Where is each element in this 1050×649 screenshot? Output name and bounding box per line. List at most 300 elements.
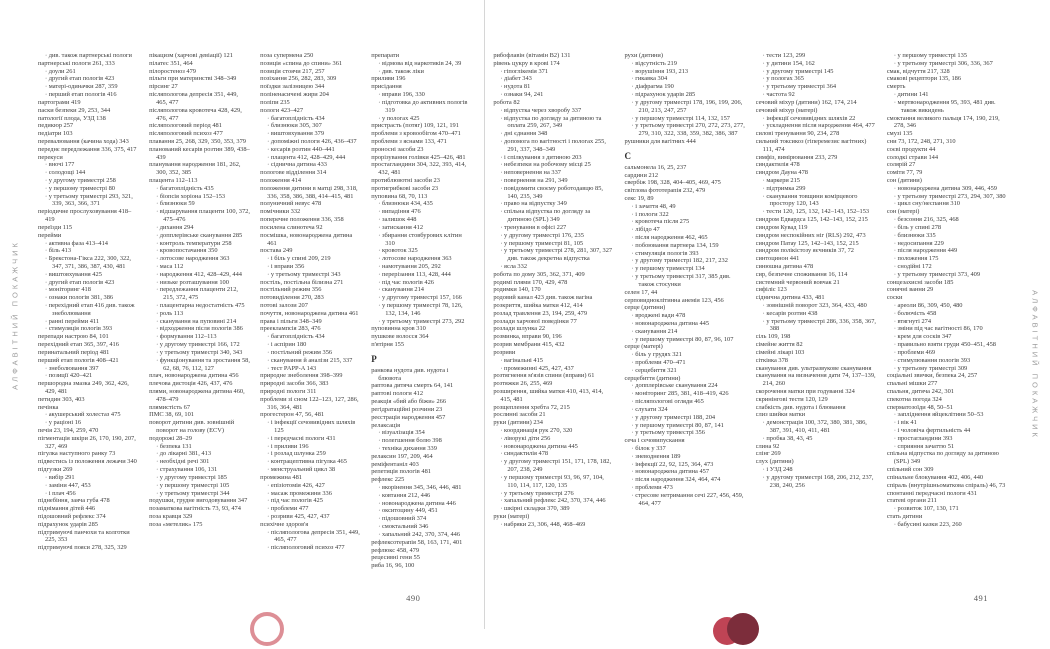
- index-subentry: · простагландини 393: [893, 434, 953, 442]
- index-subentry: · у третьому триместрі 373, 409: [893, 270, 981, 278]
- index-subentry: · недосипання 229: [893, 239, 944, 247]
- index-subentry: · під час пологів 425: [267, 497, 323, 505]
- index-entry: плач, новонароджена дитина 456: [149, 372, 239, 380]
- index-subentry: · сканування на пуповині 214: [156, 317, 237, 325]
- index-subentry: · сіднична дитина 433: [267, 161, 327, 169]
- index-subentry: · шкірні складки 370, 389: [500, 505, 570, 513]
- index-entry: рослинні засоби 21: [493, 411, 546, 419]
- index-subentry: · у дитини 154, 162: [762, 59, 815, 67]
- index-entry: стать дитини: [886, 512, 923, 520]
- index-subentry: · у третьому триместрі 344: [156, 489, 230, 497]
- index-entry: перейми: [38, 231, 62, 239]
- index-entry: розлад травлення 23, 194, 259, 479: [493, 309, 588, 317]
- index-entry: ПМС 38, 69, 101: [149, 411, 194, 419]
- index-entry: сильний токсикоз (гіперемезис вагітних) 111, 474: [755, 137, 867, 153]
- index-entry: серце (дитини): [624, 304, 666, 312]
- index-entry: сімейні лікарі 103: [755, 348, 805, 356]
- index-entry: симфіз, вимірювання 233, 279: [755, 153, 838, 161]
- index-subentry: · інфекції 22, 92, 125, 364, 473: [631, 460, 714, 468]
- index-subentry: · ліворукі діти 256: [500, 434, 551, 442]
- index-subentry: · у третьому триместрі 317, 385 див. також стосунки: [631, 273, 731, 288]
- index-subentry: · проблеми 473: [631, 484, 673, 492]
- index-entry: постава 249: [260, 247, 293, 255]
- index-subentry: · і вік 41: [893, 419, 917, 427]
- index-subentry: · і вправи 356: [267, 262, 305, 270]
- index-entry: соціальні звички, безпека 24, 257: [886, 372, 978, 380]
- index-subentry: · у третьому триместрі 343: [267, 270, 341, 278]
- index-entry: присідання: [371, 83, 402, 91]
- index-entry: пуповинна кров 310: [371, 325, 426, 333]
- index-subentry: · тести 120, 125, 132, 142–143, 152–153: [762, 208, 870, 216]
- index-entry: сон (дитини): [886, 177, 922, 184]
- index-subentry: · другий етап пологів 423: [45, 278, 115, 286]
- index-entry: сечовий міхур (матері): [755, 106, 818, 114]
- index-entry: регідратаційні розчини 23: [371, 405, 443, 413]
- index-subentry: · намотування 205, 292: [378, 262, 441, 270]
- index-subentry: · багатоплідність 434: [267, 114, 325, 122]
- index-subentry: · близнюки 59: [156, 200, 195, 208]
- index-entry: сни 73, 172, 248, 271, 310: [886, 137, 956, 145]
- index-subentry: · акушерський холестаз 475: [45, 411, 121, 419]
- index-entry: поворот дитини див. зовнішній поворот на голову (ECV): [149, 419, 235, 434]
- index-subentry: · дні єднання 348: [500, 130, 548, 138]
- index-entry: солярій 27: [886, 161, 916, 169]
- index-subentry: · небезпеки на робочому місці 25: [500, 161, 591, 169]
- index-subentry: · у другому триместрі 185: [156, 473, 227, 481]
- index-entry: перинатальний період 481: [38, 348, 110, 356]
- index-entry: почуття, новонароджена дитина 461: [260, 309, 359, 317]
- index-entry: секс 19, 89: [624, 194, 654, 202]
- index-entry: сканування на визначення дати 74, 137–139, 214, 260: [755, 372, 876, 388]
- index-subentry: · спільна відпустка по догляду за дитиною (SPL) 349: [500, 208, 591, 224]
- index-entry: плацента 112–113: [149, 177, 198, 184]
- index-entry: руки (дитини) 234: [493, 419, 543, 427]
- index-subentry: · у третьому триместрі 356: [631, 429, 705, 437]
- index-entry: перекуси: [38, 153, 63, 161]
- index-subentry: · солодощі 144: [45, 169, 86, 177]
- index-entry: сімейне життя 82: [755, 341, 803, 349]
- index-subentry: · у пологах 365: [762, 75, 804, 83]
- index-subentry: · сприяння зачаттю 51: [893, 442, 955, 450]
- index-entry: реєстрація народження 457: [371, 413, 446, 421]
- index-entry: сон (матері): [886, 208, 920, 216]
- index-entry: спекотна погода 324: [886, 395, 942, 403]
- index-subentry: · перехідний етап 416 див. також знеболювання: [45, 302, 135, 317]
- index-subentry: · кесарів розтин 438: [762, 309, 818, 317]
- index-subentry: · відпустка через хворобу 337: [500, 106, 582, 114]
- right-edge-tab-label: АЛФАВІТНИЙ ПОКАЖЧИК: [1030, 289, 1040, 440]
- index-entry: першородна змазка 249, 362, 426, 429, 481: [38, 380, 129, 395]
- index-entry: поза кравця 329: [149, 512, 193, 520]
- index-entry: плечова дистоція 426, 437, 476: [149, 380, 233, 388]
- index-subentry: · у третьому триместрі 286, 336, 358, 367, 388: [762, 317, 877, 333]
- index-subentry: · безсоння 216, 325, 468: [893, 216, 959, 224]
- index-subentry: · низьке розташування 100: [156, 278, 229, 286]
- index-entry: розминка, вправи 90, 196: [493, 333, 562, 341]
- index-entry: природні засоби 366, 383: [260, 380, 329, 388]
- index-entry: педикюр 257: [38, 122, 74, 130]
- index-entry: розщеплення хребта 72, 215: [493, 403, 570, 411]
- index-entry: спінальне блокування 402, 406, 440: [886, 473, 984, 481]
- index-subentry: · виштовхування 425: [45, 270, 102, 278]
- index-subentry: · див. також ліки: [378, 67, 424, 75]
- index-subentry: · проблеми 469: [893, 348, 936, 356]
- index-subentry: · позиції 420–421: [45, 372, 93, 380]
- index-entry: скорочення матки при годуванні 324: [755, 387, 855, 395]
- index-subentry: · тренування в офісі 227: [500, 223, 567, 231]
- index-subentry: · у третьому триместрі 293, 321, 339, 363, 366, 371: [45, 192, 133, 208]
- index-subentry: · матері-одиначки 287, 359: [45, 83, 118, 91]
- index-subentry: · у першому триместрі 81, 105: [500, 239, 584, 247]
- index-subentry: · страхування 106, 131: [156, 466, 218, 474]
- index-entry: сечовий міхур (дитини) 162, 174, 214: [755, 98, 857, 106]
- index-entry: підвестись із положення лежачи 340: [38, 458, 137, 466]
- index-subentry: · гіпоглікемія 371: [500, 67, 549, 75]
- index-subentry: · у третьому триместрі 306, 336, 367: [893, 59, 993, 67]
- index-subentry: · збирання стовбурових клітин 310: [378, 231, 462, 247]
- index-subentry: · знеболювання 397: [45, 364, 99, 372]
- index-subentry: · білок у 337: [631, 444, 666, 452]
- index-entry: пушкове волосся 364: [371, 333, 429, 341]
- index-entry: позиція «спина до спини» 361: [260, 59, 343, 67]
- index-entry: проблеми з кровообігом 470–471: [371, 130, 461, 138]
- index-subentry: · див. також партнерські пологи: [45, 52, 132, 59]
- index-subentry: · доули 261: [45, 67, 76, 75]
- index-entry: перехідний етап 365, 397, 416: [38, 341, 119, 349]
- index-subentry: · випадіння 476: [378, 208, 421, 216]
- index-entry: розтяжки 26, 255, 469: [493, 380, 553, 388]
- index-subentry: · новонароджена дитина 446: [378, 499, 456, 507]
- index-subentry: · у першому триместрі 80, 87, 96, 107: [631, 335, 734, 343]
- index-subentry: · у першому триместрі 93, 96, 97, 104, 110, 114, 117, 120, 135: [500, 473, 604, 489]
- index-subentry: · біль 413: [45, 247, 72, 255]
- index-subentry: · допоміжні пологи 426, 436–437: [267, 137, 357, 145]
- index-subentry: · інфекції сечовивідних шляхів 22: [762, 114, 856, 122]
- index-subentry: · безпека 131: [156, 442, 192, 450]
- index-entry: подушки, грудне вигодовування 347: [149, 497, 248, 505]
- index-entry: плямистість 67: [149, 403, 191, 411]
- index-entry: поліненасичені жири 204: [260, 91, 329, 99]
- index-subentry: · біопсія хоріона 152–153: [156, 192, 226, 200]
- index-subentry: · розриви 425, 427, 437: [267, 512, 330, 520]
- index-entry: поліпи 235: [260, 98, 290, 106]
- index-subentry: · повернення на 291, 349: [500, 177, 568, 184]
- index-entry: післяпологовий період 481: [149, 122, 222, 130]
- index-subentry: · після народження 462, 465: [631, 234, 708, 242]
- index-entry: патології плода, УЗД 138: [38, 114, 106, 122]
- index-entry: рефлексотерапія 58, 163, 171, 401: [371, 538, 463, 546]
- index-entry: перепади настрою 84, 101: [38, 333, 109, 341]
- index-entry: реміфентаніл 403: [371, 460, 419, 468]
- index-subentry: · проблеми 477: [267, 505, 309, 513]
- index-entry: слина 92: [755, 442, 780, 450]
- index-subentry: · роль 113: [156, 309, 184, 317]
- index-entry: плавання 25, 268, 329, 350, 353, 379: [149, 137, 246, 145]
- index-subentry: · під час пологів 426: [378, 278, 435, 286]
- index-subentry: · запліднення яйцеклітини 50–53: [893, 411, 984, 419]
- index-subentry: · і біль у спині 209, 219: [267, 255, 331, 263]
- index-subentry: · передлежання плаценти 212, 215, 372, 475: [156, 286, 239, 302]
- index-subentry: · повідомити своєму роботодавцю 85, 140, 235, 349: [500, 184, 603, 200]
- index-subentry: · і інфекції сечовивідних шляхів 125: [267, 419, 356, 434]
- index-entry: слиз шийки матки: [755, 411, 806, 419]
- index-subentry: · у другому триместрі 166, 172: [156, 341, 240, 349]
- index-entry: ранкова нудота див. нудота і блювота: [371, 366, 449, 382]
- index-entry: п'ятірня 155: [371, 341, 405, 349]
- index-entry: посмішка, новонароджена дитина 461: [260, 231, 353, 247]
- index-entry: подорожі 28–29: [149, 434, 192, 442]
- index-subentry: · тести 123, 299: [762, 52, 806, 59]
- index-entry: солодкі страви 144: [886, 153, 939, 161]
- index-entry: позаматкова вагітність 73, 93, 474: [149, 505, 241, 513]
- index-subentry: · промежинні 425, 427, 437: [500, 364, 574, 372]
- index-subentry: · підготовка до активних пологів 319: [378, 98, 468, 114]
- index-subentry: · крем для сосків 347: [893, 333, 952, 341]
- index-entry: планований кесарів розтин 389, 438–439: [149, 145, 250, 161]
- index-subentry: · допомога по вагітності і пологах 255, 291, 337, 348–349: [500, 137, 606, 153]
- index-subentry: · постільний режим 356: [267, 348, 333, 356]
- index-entry: сканування див. ультразвукове сканування: [755, 364, 872, 372]
- index-subentry: · ареоли 86, 309, 450, 480: [893, 302, 963, 309]
- index-entry: синюшна дитина 478: [755, 262, 814, 270]
- index-subentry: · новонароджена дитина 445: [631, 319, 710, 327]
- index-subentry: · зневоднення 189: [631, 452, 681, 460]
- index-column: [260, 52, 361, 580]
- index-entry: пігментація шкіри 26, 170, 190, 207, 327, 469: [38, 434, 136, 450]
- index-subentry: · хапальний рефлекс 242, 370, 374, 446: [500, 497, 606, 505]
- index-entry: синтоцинон 441: [755, 255, 800, 263]
- index-entry: реакція «бий або біжи» 266: [371, 398, 447, 406]
- index-entry: природне знеболення 398–399: [260, 372, 343, 380]
- index-entry: позіхання 256, 282, 283, 309: [260, 75, 337, 83]
- index-entry: серце (матері): [624, 343, 663, 351]
- index-subentry: · мертвонародження 95, 393, 481 див. також викидень: [893, 98, 996, 114]
- index-entry: полуничний невус 478: [260, 200, 322, 208]
- index-subentry: · кесарів розтин 440–441: [267, 145, 335, 153]
- index-entry: системний червоний вовчак 21: [755, 278, 840, 286]
- index-entry: скринінгові тести 120, 129: [755, 395, 828, 403]
- index-subentry: · ознаки 94, 241: [500, 91, 544, 99]
- index-entry: поїздки залізницею 344: [260, 83, 325, 91]
- index-subentry: · сканування 214: [631, 327, 678, 335]
- index-column: [149, 52, 250, 580]
- index-subentry: · підрахунок ударів 285: [631, 91, 696, 99]
- index-subentry: · відходження після пологів 386: [156, 325, 243, 333]
- index-subentry: · стимуляція пологів 393: [631, 249, 699, 257]
- index-entry: синдром полікістозу яєчників 37, 72: [755, 247, 855, 255]
- index-entry: підтримуючі панчохи та колготки 225, 353: [38, 528, 130, 544]
- index-entry: синдактилія 478: [755, 161, 800, 169]
- index-entry: положення 414: [260, 177, 302, 184]
- index-subentry: · маркери 215: [762, 177, 800, 184]
- index-subentry: · у третьому триместрі 364: [762, 83, 837, 91]
- index-subentry: · хапальний 242, 370, 374, 446: [378, 530, 461, 538]
- index-entry: післяпологова кровотеча 428, 429, 476, 477: [149, 106, 242, 122]
- index-entry: післяпологовий психоз 477: [149, 130, 223, 138]
- index-subentry: · вкорінення 345, 346, 446, 481: [378, 484, 462, 492]
- index-entry: соміти 77, 79: [886, 169, 923, 177]
- index-subentry: · у раціоні 16: [45, 419, 82, 427]
- index-entry: періодичне прослуховування 418–419: [38, 208, 132, 224]
- index-subentry: · стимуляція пологів 393: [45, 325, 113, 333]
- index-entry: планування народження 181, 262, 300, 352, 385: [149, 161, 241, 177]
- index-subentry: · перерізання 113, 428, 444: [378, 270, 451, 278]
- index-subentry: · народження 412, 428–429, 444: [156, 270, 242, 278]
- index-columns-491: [493, 52, 1008, 580]
- index-subentry: · допплерівське сканування 224: [631, 382, 718, 390]
- index-entry: печінка: [38, 403, 59, 411]
- index-subentry: · після народження 449: [893, 247, 958, 255]
- index-subentry: · смоктальний 346: [378, 523, 429, 531]
- index-entry: спальня, дитяча 242, 301: [886, 387, 954, 395]
- index-subentry: · у другому триместрі 188, 204: [631, 413, 716, 421]
- index-entry: підрахунок ударів 285: [38, 520, 98, 528]
- index-entry: пілоростеноз 479: [149, 67, 196, 75]
- index-subentry: · кровоток 325: [378, 247, 418, 255]
- index-subentry: · техніка дихання 339: [378, 444, 437, 452]
- index-entry: статеві органи 211: [886, 497, 937, 505]
- index-entry: переднє передлежання 336, 375, 417: [38, 145, 137, 153]
- index-subentry: · діафрагма 190: [631, 83, 674, 91]
- index-subentry: · і плач 456: [45, 489, 76, 497]
- index-subentry: · нудота 81: [500, 83, 531, 91]
- index-entry: смоктання великого пальця 174, 190, 219, 278, 346: [886, 114, 1000, 130]
- index-entry: постіль, постільна білизна 271: [260, 278, 344, 286]
- index-subentry: · біль у грудях 321: [631, 351, 682, 359]
- index-entry: репетиція пологів 481: [371, 468, 431, 476]
- index-entry: розрив мембрани 415, 432: [493, 341, 565, 349]
- index-subentry: · у першому триместрі 80, 87, 141: [631, 421, 724, 429]
- index-subentry: · і пологи 322: [631, 210, 669, 218]
- index-subentry: · вагінальні 415: [500, 356, 543, 364]
- index-subentry: · багатоплідність 434: [267, 333, 325, 341]
- index-entry: потові залози 207: [260, 302, 308, 309]
- index-entry: рефлюкс 458, 479: [371, 546, 420, 554]
- index-subentry: · проблеми 470–471: [631, 359, 686, 367]
- index-entry: руки (матері): [493, 512, 530, 520]
- index-subentry: · ясла 332: [500, 262, 528, 270]
- index-entry: потовиділення 270, 283: [260, 294, 324, 302]
- index-subentry: · слухати 324: [631, 405, 668, 413]
- index-subentry: · масаж промежини 336: [267, 489, 332, 497]
- index-entry: пікацизм (харчові девіації) 121: [149, 52, 233, 59]
- index-column: [887, 52, 1008, 580]
- index-entry: слух (дитини): [755, 458, 794, 466]
- index-subentry: · новонароджена дитина 445: [500, 442, 578, 450]
- index-entry: піднебіння, заяча губа 478: [38, 497, 110, 505]
- index-entry: пуповина 68, 70, 113: [371, 192, 428, 200]
- index-subentry: · у другому триместрі 151, 171, 178, 182, 207, 238, 249: [500, 458, 612, 474]
- index-subentry: · у другому триместрі 182, 217, 232: [631, 257, 728, 265]
- index-entry: піднімання дітей 446: [38, 505, 96, 513]
- index-entry: спільний сон 309: [886, 466, 934, 474]
- index-entry: пологи 423–427: [260, 106, 304, 114]
- index-subentry: · необхідні речі 301: [156, 458, 210, 466]
- index-subentry: · сканування 214: [378, 286, 424, 294]
- index-subentry: · функціонування та зростання 58, 62, 68, 76, 112, 127: [156, 356, 250, 372]
- ornament-circle-red: [713, 617, 741, 645]
- index-subentry: · допплерівське сканування 285: [156, 231, 243, 239]
- index-entry: рибофлавін (вітамін В2) 131: [493, 52, 571, 59]
- index-entry: сальмонела 16, 25, 237: [624, 163, 687, 171]
- index-subentry: · відмова від наркотиків 24, 39: [378, 59, 462, 67]
- index-entry: сардини 212: [624, 171, 659, 179]
- index-entry: сир, безпечне споживання 16, 114: [755, 270, 848, 278]
- index-subentry: · у другому триместрі 178, 196, 199, 206, 210, 213, 247, 257: [631, 98, 743, 114]
- index-subentry: · дитини 141: [893, 91, 929, 99]
- index-entry: спільна відпустка по догляду за дитиною (SPL) 349: [886, 450, 999, 466]
- index-entry: пільги при материнстві 348–349: [149, 75, 237, 83]
- right-edge-bar: [1020, 0, 1050, 629]
- index-entry: прорізування голівки 425–426, 481: [371, 153, 466, 161]
- section-heading: С: [624, 150, 631, 161]
- index-entry: свербіж 198, 328, 404–405, 469, 475: [624, 179, 721, 187]
- index-subentry: · у пологах 425: [378, 114, 420, 122]
- index-subentry: · у третьому триместрі 273, 292: [378, 317, 465, 325]
- index-entry: пілатес 351, 464: [149, 59, 193, 67]
- index-entry: протигрибкові засоби 23: [371, 184, 439, 192]
- index-entry: пологове відділення 314: [260, 169, 327, 177]
- index-subentry: · затискання 412: [378, 223, 424, 231]
- index-subentry: · дихання 294: [156, 223, 194, 231]
- index-entry: підтримуючі пояси 278, 325, 329: [38, 544, 127, 552]
- index-subentry: · і зачаття 48, 49: [631, 202, 676, 210]
- index-entry: рухи (дитини): [624, 52, 663, 59]
- index-subentry: · лотосове народження 363: [156, 255, 230, 263]
- index-entry: синдром Едвардса 125, 142–143, 152, 215: [755, 216, 868, 224]
- index-subentry: · і УЗД 248: [762, 466, 793, 474]
- index-subentry: · снодійні 172: [893, 262, 932, 270]
- index-entry: природні пологи 311: [260, 387, 317, 395]
- index-entry: перший етап пологів 408–421: [38, 356, 119, 364]
- index-subentry: · ознаки пологів 381, 386: [45, 294, 114, 302]
- index-column: [371, 52, 472, 580]
- index-entry: раптові пологи 412: [371, 390, 424, 398]
- index-entry: проблеми зі сном 122–123, 127, 286, 316, 364, 481: [260, 395, 359, 411]
- index-subentry: · у другому триместрі 176, 235: [500, 231, 584, 239]
- index-subentry: · стимулювання пологів 393: [893, 356, 971, 364]
- index-subentry: · стресове нетримання сечі 227, 456, 459, 464, 477: [631, 491, 744, 507]
- index-entry: пірсинг 27: [149, 83, 178, 91]
- index-entry: протиблювотні засоби 23: [371, 177, 440, 184]
- index-entry: переїзди 115: [38, 223, 73, 231]
- index-entry: сонячні ванни 29: [886, 286, 934, 294]
- ornament-circle-dark: [727, 613, 759, 645]
- index-entry: промежина 481: [260, 473, 303, 481]
- index-entry: смак, відчуття 217, 328: [886, 67, 950, 75]
- index-entry: постільний режим 356: [260, 286, 322, 294]
- index-subentry: · у третьому триместрі 270, 272, 273, 277, 279, 310, 322, 338, 359, 382, 386, 387: [631, 122, 745, 138]
- index-subentry: · контрацептивна пігулка 465: [267, 458, 347, 466]
- index-subentry: · вправи 196, 330: [378, 91, 425, 99]
- index-entry: сітківка 378: [755, 356, 788, 364]
- index-subentry: · плацентарна недостатність 475: [156, 302, 245, 309]
- index-entry: розширення, шийка матки 410, 413, 414, 415, 481: [493, 387, 604, 403]
- index-subentry: · заміни 447, 453: [45, 481, 91, 489]
- index-entry: сеча і сечовипускання: [624, 437, 685, 445]
- index-entry: проблеми з яснами 133, 471: [371, 137, 447, 145]
- index-subentry: · менструальний цикл 38: [267, 466, 336, 474]
- index-entry: родимки 140, 170: [493, 286, 541, 294]
- index-entry: смакові рецептори 135, 186: [886, 75, 962, 83]
- index-subentry: · біль у спині 278: [893, 223, 942, 231]
- index-entry: поперечне положення 336, 358: [260, 216, 344, 224]
- index-subentry: · у першому триместрі 114, 132, 157: [631, 114, 730, 122]
- index-entry: помічники 332: [260, 208, 301, 216]
- index-subentry: · багатоплідність 435: [156, 184, 214, 192]
- index-subentry: · правильно взяти груди 450–451, 458: [893, 341, 996, 349]
- page-491: [485, 0, 1020, 629]
